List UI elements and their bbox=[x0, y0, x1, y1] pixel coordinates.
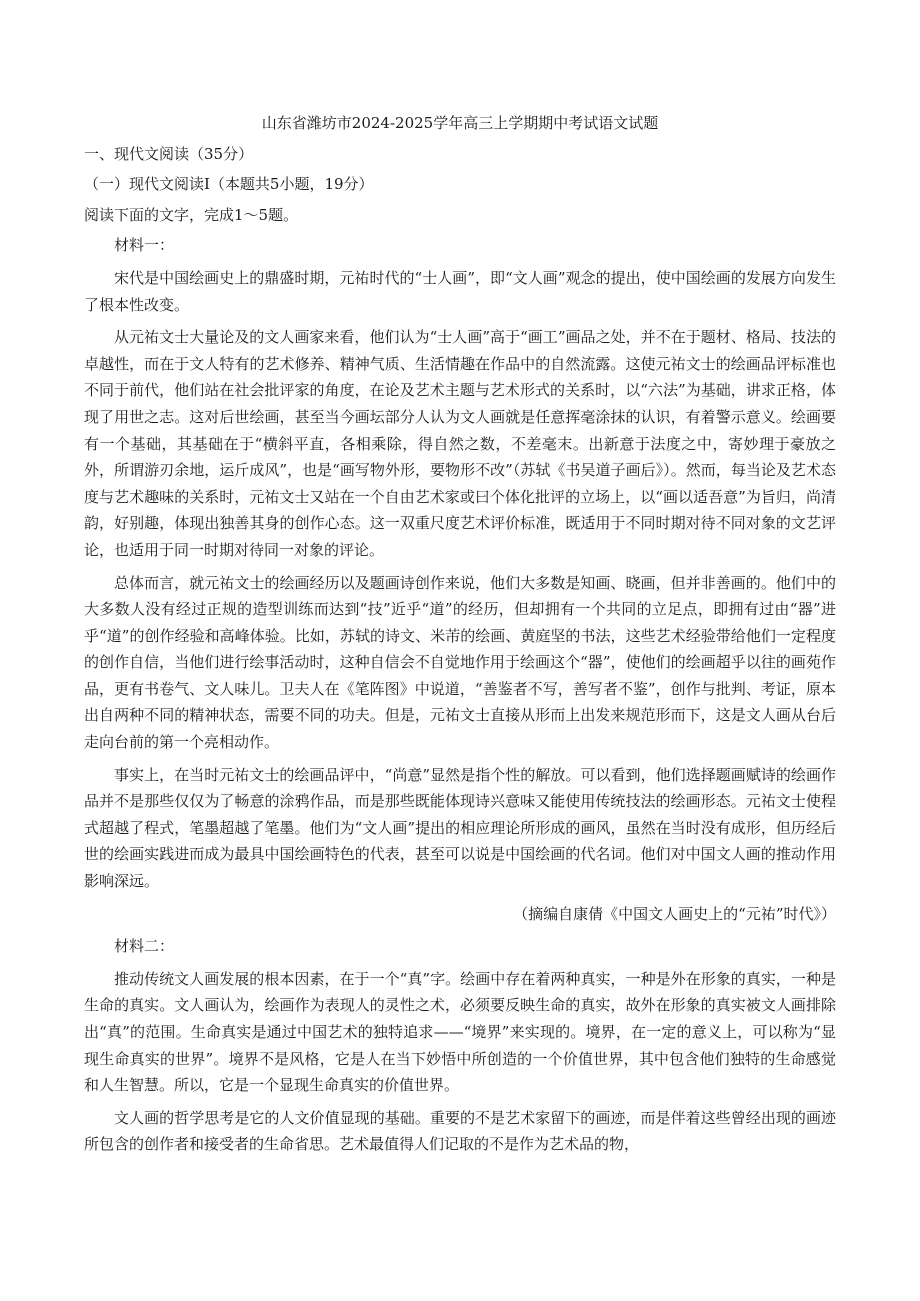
document-page bbox=[84, 110, 836, 1164]
material-one-paragraph: 总体而言，就元祐文士的绘画经历以及题画诗创作来说，他们大多数是知画、晓画，但并非善画的。他们中的大多数人没有经过正规的造型训练而达到“技”近乎“道”的经历，但却拥有一个共同的立足点，即拥有过由“器”进乎“道”的创作经验和高峰体验。比如，苏轼的诗文、米芾的绘画、黄庭坚的书法，这些艺术经验带给他们一定程度的创作自信，当他们进行绘事活动时，这种自信会不自觉地作用于绘画这个“器”，使他们的绘画超乎以往的画苑作品，更有书卷气、文人味儿。卫夫人在《笔阵图》中说道，“善鉴者不写，善写者不鉴”，创作与批判、考证，原本出自两种不同的精神状态，需要不同的功夫。但是，元祐文士直接从形而上出发来规范形而下，这是文人画从台后走向台前的第一个亮相动作。 bbox=[84, 573, 836, 752]
material-one-paragraph: 事实上，在当时元祐文士的绘画品评中，“尚意”显然是指个性的解放。可以看到，他们选择题画赋诗的绘画作品并不是那些仅仅为了畅意的涂鸦作品，而是那些既能体现诗兴意味又能使用传统技法的绘画形态。元祐文士使程式超越了程式，笔墨超越了笔墨。他们为“文人画”提出的相应理论所形成的画风，虽然在当时没有成形，但历经后世的绘画实践进而成为最具中国绘画特色的代表，甚至可以说是中国绘画的代名词。他们对中国文人画的推动作用影响深远。 bbox=[84, 765, 836, 891]
material-two-paragraph: 文人画的哲学思考是它的人文价值显现的基础。重要的不是艺术家留下的画迹，而是伴着这些曾经出现的画迹所包含的创作者和接受者的生命省思。艺术最值得人们记取的不是作为艺术品的物， bbox=[84, 1108, 836, 1154]
material-one-paragraph: 宋代是中国绘画史上的鼎盛时期，元祐时代的“士人画”，即“文人画”观念的提出，使中国绘画的发展方向发生了根本性改变。 bbox=[84, 268, 836, 314]
material-one-paragraph: 从元祐文士大量论及的文人画家来看，他们认为“士人画”高于“画工”画品之处，并不在于题材、格局、技法的卓越性，而在于文人特有的艺术修养、精神气质、生活情趣在作品中的自然流露。这使元祐文士的绘画品评标准也不同于前代，他们站在社会批评家的角度，在论及艺术主题与艺术形式的关系时，以“六法”为基础，讲求正格，体现了用世之志。这对后世绘画，甚至当今画坛部分人认为文人画就是任意挥毫涂抹的认识，有着警示意义。绘画要有一个基础，其基础在于“横斜平直，各相乘除，得自然之数，不差毫末。出新意于法度之中，寄妙理于豪放之外，所谓游刃余地，运斤成风”，也是“画写物外形，要物形不改”（苏轼《书吴道子画后》）。然而，每当论及艺术态度与艺术趣味的关系时，元祐文士又站在一个自由艺术家或曰个体化批评的立场上，以“画以适吾意”为旨归，尚清韵，好别趣，体现出独善其身的创作心态。这一双重尺度艺术评价标准，既适用于不同时期对待不同对象的文艺评论，也适用于同一时期对待同一对象的评论。 bbox=[84, 328, 836, 559]
subsection-heading: （一）现代文阅读Ⅰ（本题共5小题，19分） bbox=[84, 175, 374, 194]
section-heading: 一、现代文阅读（35分） bbox=[84, 144, 254, 163]
instruction-text: 阅读下面的文字，完成1～5题。 bbox=[84, 205, 299, 224]
material-two-label: 材料二： bbox=[114, 937, 175, 956]
page-title: 山东省潍坊市2024-2025学年高三上学期期中考试语文试题 bbox=[261, 114, 659, 132]
material-one-source: （摘编自康倩《中国文人画史上的“元祐”时代》） bbox=[513, 904, 836, 923]
material-one-label: 材料一： bbox=[114, 236, 175, 255]
material-two-paragraph: 推动传统文人画发展的根本因素，在于一个“真”字。绘画中存在着两种真实，一种是外在形象的真实，一种是生命的真实。文人画认为，绘画作为表现人的灵性之术，必须要反映生命的真实，故外在形象的真实被文人画排除出“真”的范围。生命真实是通过中国艺术的独特追求——“境界”来实现的。境界，在一定的意义上，可以称为“显现生命真实的世界”。境界不是风格，它是人在当下妙悟中所创造的一个价值世界，其中包含他们独特的生命感觉和人生智慧。所以，它是一个显现生命真实的价值世界。 bbox=[84, 969, 836, 1095]
